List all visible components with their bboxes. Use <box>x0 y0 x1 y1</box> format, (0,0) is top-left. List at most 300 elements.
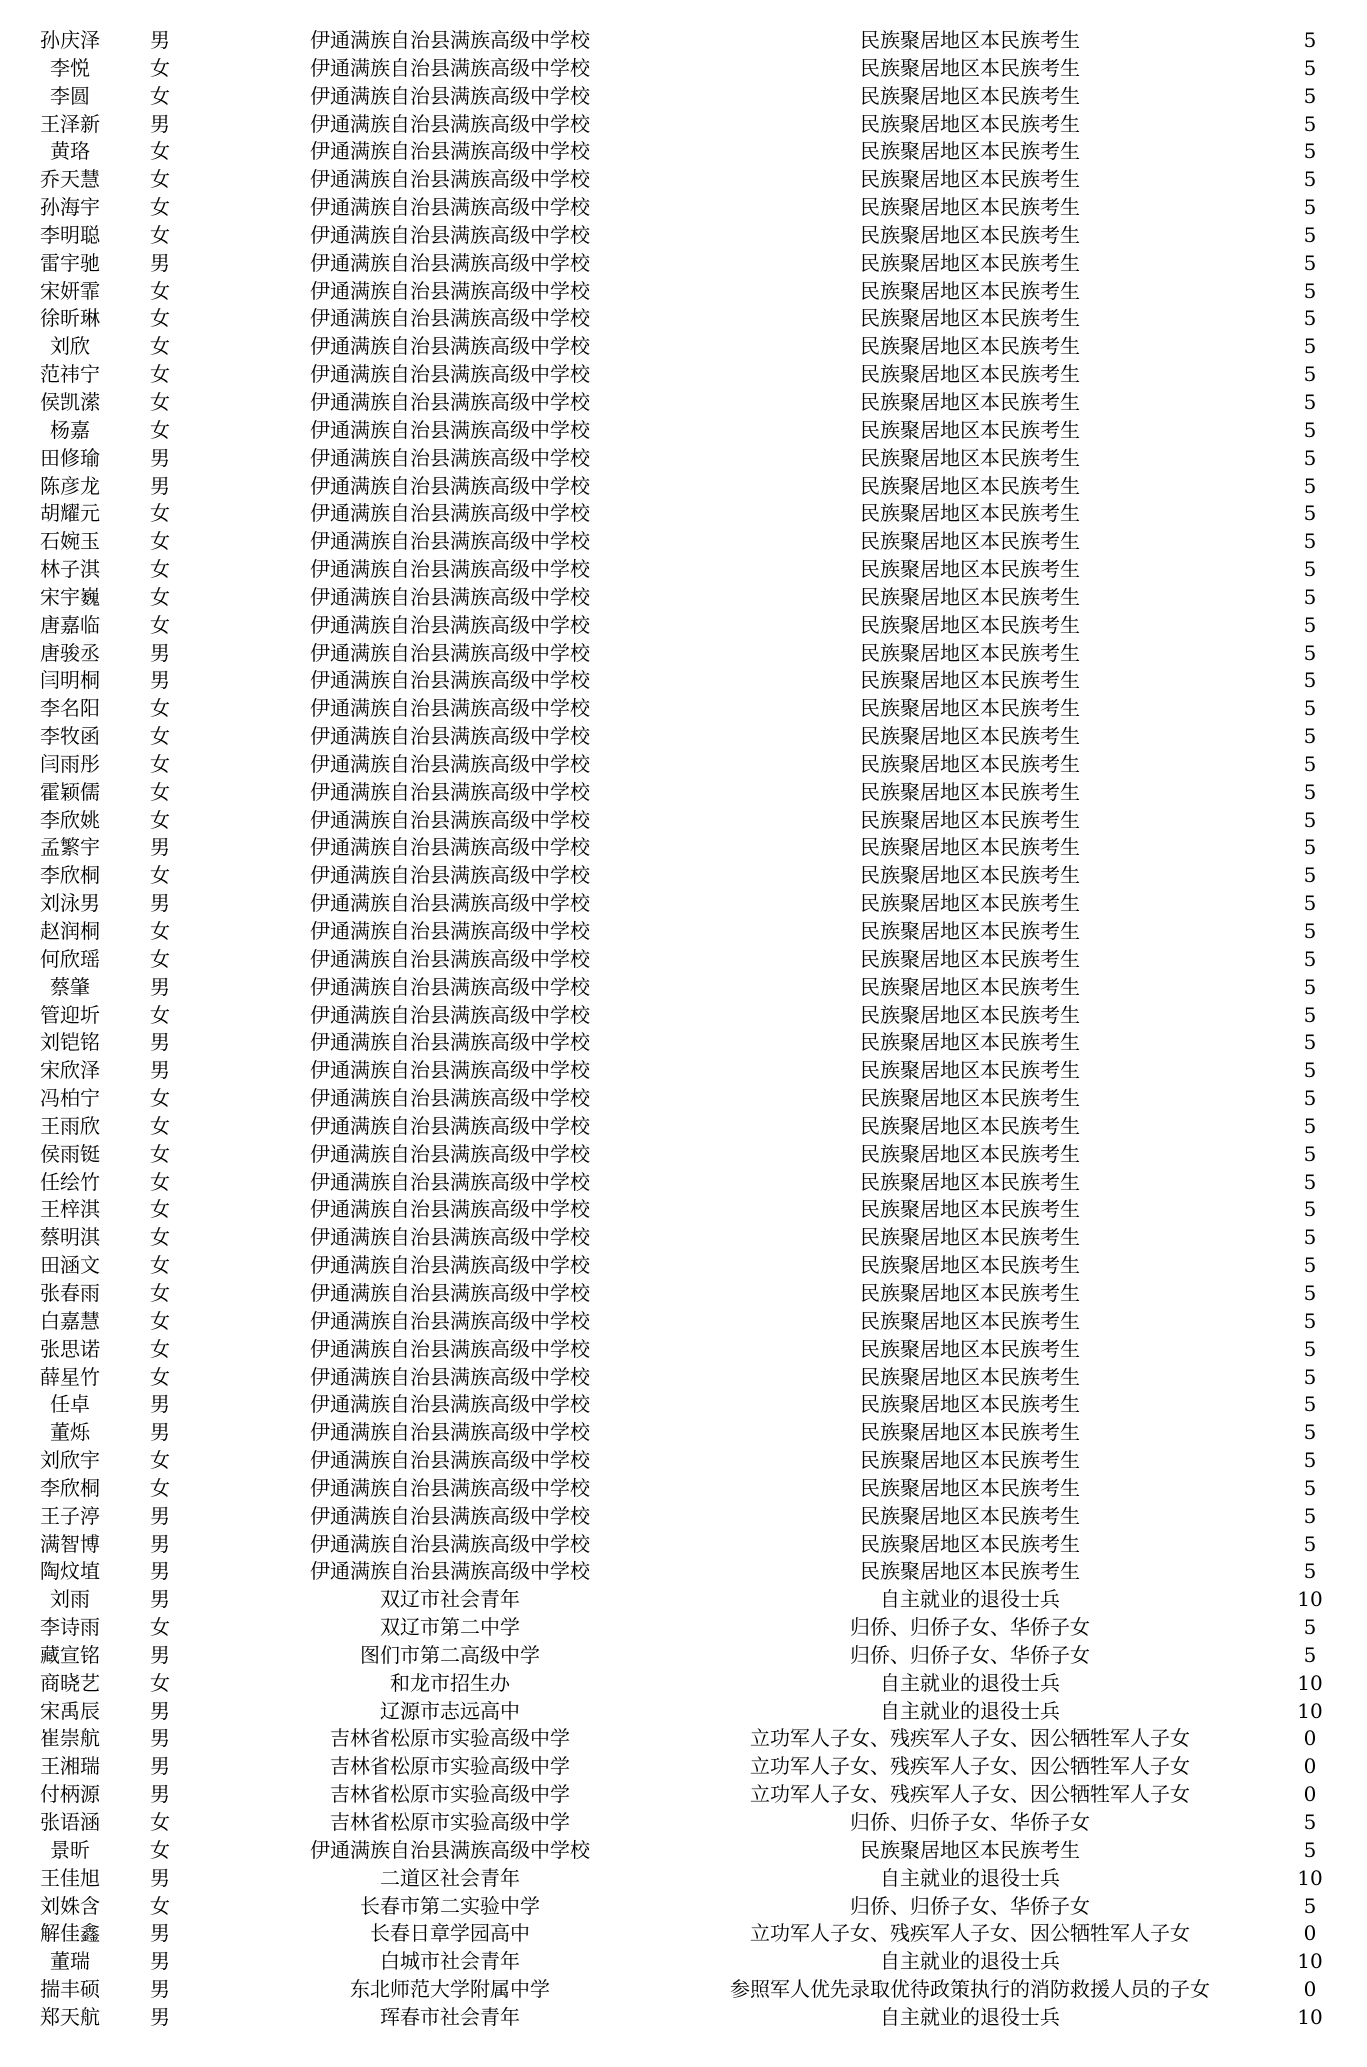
table-row <box>0 1141 1367 1169</box>
cell-category: 民族聚居地区本民族考生 <box>860 668 1080 693</box>
cell-school: 伊通满族自治县满族高级中学校 <box>310 835 590 860</box>
cell-gender: 女 <box>150 1837 170 1862</box>
cell-name: 崔崇航 <box>40 1726 100 1751</box>
table-row <box>0 361 1367 389</box>
cell-name: 侯雨铤 <box>40 1141 100 1166</box>
cell-school: 吉林省松原市实验高级中学 <box>330 1754 570 1779</box>
cell-category: 民族聚居地区本民族考生 <box>860 946 1080 971</box>
cell-points: 5 <box>1303 668 1317 693</box>
cell-category: 民族聚居地区本民族考生 <box>860 222 1080 247</box>
table-row <box>0 1976 1367 2004</box>
cell-gender: 女 <box>150 501 170 526</box>
table-row <box>0 445 1367 473</box>
cell-name: 李明聪 <box>40 222 100 247</box>
cell-school: 伊通满族自治县满族高级中学校 <box>310 1113 590 1138</box>
cell-name: 宋妍霏 <box>40 278 100 303</box>
table-row <box>0 83 1367 111</box>
cell-school: 伊通满族自治县满族高级中学校 <box>310 919 590 943</box>
cell-name: 唐骏丞 <box>40 640 100 665</box>
cell-category: 民族聚居地区本民族考生 <box>860 1225 1080 1250</box>
table-row <box>0 389 1367 417</box>
cell-name: 白嘉慧 <box>40 1308 100 1333</box>
table-row <box>0 1057 1367 1085</box>
cell-gender: 女 <box>150 1615 170 1640</box>
cell-points: 5 <box>1303 1280 1317 1305</box>
cell-gender: 女 <box>150 278 170 303</box>
cell-points: 5 <box>1303 1030 1317 1055</box>
table-row <box>0 1029 1367 1057</box>
cell-name: 董瑞 <box>50 1949 90 1974</box>
cell-points: 5 <box>1303 1141 1317 1166</box>
cell-gender: 男 <box>150 640 170 665</box>
cell-points: 5 <box>1303 1615 1317 1640</box>
cell-gender: 女 <box>150 1893 170 1918</box>
cell-points: 5 <box>1303 557 1317 582</box>
cell-name: 刘姝含 <box>40 1893 100 1918</box>
cell-category: 归侨、归侨子女、华侨子女 <box>850 1893 1090 1918</box>
cell-school: 伊通满族自治县满族高级中学校 <box>310 1225 590 1250</box>
cell-name: 乔天慧 <box>40 167 100 192</box>
cell-name: 任卓 <box>50 1392 90 1417</box>
cell-school: 吉林省松原市实验高级中学 <box>330 1810 570 1834</box>
table-row <box>0 640 1367 668</box>
cell-category: 民族聚居地区本民族考生 <box>860 1531 1080 1556</box>
cell-school: 辽源市志远高中 <box>380 1698 520 1723</box>
cell-school: 伊通满族自治县满族高级中学校 <box>310 362 590 387</box>
cell-category: 民族聚居地区本民族考生 <box>860 250 1080 275</box>
cell-points: 5 <box>1303 1448 1317 1473</box>
cell-gender: 女 <box>150 863 170 888</box>
table-row <box>0 695 1367 723</box>
cell-name: 王梓淇 <box>40 1197 100 1222</box>
cell-category: 民族聚居地区本民族考生 <box>860 751 1080 776</box>
cell-school: 伊通满族自治县满族高级中学校 <box>310 334 590 359</box>
table-row <box>0 278 1367 306</box>
cell-points: 5 <box>1303 1308 1317 1333</box>
cell-name: 商晓艺 <box>40 1670 100 1695</box>
cell-name: 林子淇 <box>40 557 100 582</box>
cell-category: 民族聚居地区本民族考生 <box>860 389 1080 414</box>
cell-school: 伊通满族自治县满族高级中学校 <box>310 1253 590 1278</box>
cell-name: 赵润桐 <box>40 919 100 943</box>
cell-school: 伊通满族自治县满族高级中学校 <box>310 417 590 442</box>
cell-gender: 女 <box>150 584 170 609</box>
cell-school: 伊通满族自治县满族高级中学校 <box>310 1420 590 1445</box>
cell-school: 伊通满族自治县满族高级中学校 <box>310 222 590 247</box>
cell-points: 5 <box>1303 389 1317 414</box>
cell-school: 伊通满族自治县满族高级中学校 <box>310 1169 590 1194</box>
cell-gender: 男 <box>150 1977 170 2002</box>
cell-gender: 男 <box>150 974 170 999</box>
cell-points: 5 <box>1303 1253 1317 1278</box>
cell-points: 5 <box>1303 1225 1317 1250</box>
table-row <box>0 1224 1367 1252</box>
cell-points: 5 <box>1303 1364 1317 1389</box>
cell-category: 民族聚居地区本民族考生 <box>860 1837 1080 1862</box>
cell-school: 伊通满族自治县满族高级中学校 <box>310 779 590 804</box>
cell-category: 民族聚居地区本民族考生 <box>860 724 1080 749</box>
cell-school: 伊通满族自治县满族高级中学校 <box>310 584 590 609</box>
cell-category: 立功军人子女、残疾军人子女、因公牺牲军人子女 <box>750 1754 1190 1779</box>
table-row <box>0 333 1367 361</box>
cell-points: 5 <box>1303 167 1317 192</box>
cell-category: 民族聚居地区本民族考生 <box>860 1197 1080 1222</box>
cell-category: 立功军人子女、残疾军人子女、因公牺牲军人子女 <box>750 1921 1190 1946</box>
cell-gender: 男 <box>150 1921 170 1946</box>
table-row <box>0 1419 1367 1447</box>
cell-gender: 女 <box>150 1670 170 1695</box>
cell-points: 5 <box>1303 417 1317 442</box>
cell-school: 伊通满族自治县满族高级中学校 <box>310 751 590 776</box>
table-row <box>0 473 1367 501</box>
cell-points: 5 <box>1303 946 1317 971</box>
cell-gender: 女 <box>150 1336 170 1361</box>
cell-name: 王佳旭 <box>40 1865 100 1890</box>
cell-name: 解佳鑫 <box>40 1921 100 1946</box>
cell-name: 刘欣 <box>50 334 90 359</box>
cell-school: 伊通满族自治县满族高级中学校 <box>310 55 590 80</box>
cell-school: 长春日章学园高中 <box>370 1921 530 1946</box>
cell-points: 0 <box>1303 1921 1317 1946</box>
cell-points: 5 <box>1303 195 1317 220</box>
cell-name: 董烁 <box>50 1420 90 1445</box>
table-row <box>0 1503 1367 1531</box>
cell-name: 李诗雨 <box>40 1615 100 1640</box>
cell-school: 和龙市招生办 <box>390 1670 510 1695</box>
table-row <box>0 1280 1367 1308</box>
cell-points: 5 <box>1303 222 1317 247</box>
cell-category: 民族聚居地区本民族考生 <box>860 1364 1080 1389</box>
cell-name: 王雨欣 <box>40 1113 100 1138</box>
cell-points: 5 <box>1303 807 1317 832</box>
cell-name: 何欣瑶 <box>40 946 100 971</box>
cell-school: 伊通满族自治县满族高级中学校 <box>310 111 590 136</box>
table-row <box>0 528 1367 556</box>
table-row <box>0 1865 1367 1893</box>
cell-name: 宋禹辰 <box>40 1698 100 1723</box>
cell-points: 5 <box>1303 919 1317 943</box>
cell-gender: 女 <box>150 1141 170 1166</box>
cell-points: 10 <box>1297 1865 1323 1890</box>
table-row <box>0 834 1367 862</box>
cell-name: 李欣桐 <box>40 1475 100 1500</box>
cell-gender: 女 <box>150 1002 170 1027</box>
cell-gender: 女 <box>150 167 170 192</box>
table-row <box>0 612 1367 640</box>
cell-name: 侯凯潆 <box>40 389 100 414</box>
cell-school: 伊通满族自治县满族高级中学校 <box>310 1086 590 1111</box>
cell-gender: 男 <box>150 1726 170 1751</box>
cell-name: 张春雨 <box>40 1280 100 1305</box>
cell-name: 石婉玉 <box>40 529 100 554</box>
table-row <box>0 1614 1367 1642</box>
table-row <box>0 1336 1367 1364</box>
cell-category: 民族聚居地区本民族考生 <box>860 1113 1080 1138</box>
cell-gender: 男 <box>150 111 170 136</box>
cell-points: 5 <box>1303 83 1317 108</box>
cell-points: 5 <box>1303 1420 1317 1445</box>
cell-category: 民族聚居地区本民族考生 <box>860 1308 1080 1333</box>
cell-school: 伊通满族自治县满族高级中学校 <box>310 1002 590 1027</box>
cell-gender: 男 <box>150 1058 170 1083</box>
table-row <box>0 1252 1367 1280</box>
cell-school: 二道区社会青年 <box>380 1865 520 1890</box>
cell-school: 东北师范大学附属中学 <box>350 1977 550 2002</box>
cell-name: 王湘瑞 <box>40 1754 100 1779</box>
cell-school: 长春市第二实验中学 <box>360 1893 540 1918</box>
cell-school: 伊通满族自治县满族高级中学校 <box>310 1531 590 1556</box>
cell-gender: 男 <box>150 1531 170 1556</box>
table-row <box>0 55 1367 83</box>
cell-points: 5 <box>1303 1336 1317 1361</box>
table-row <box>0 166 1367 194</box>
cell-school: 伊通满族自治县满族高级中学校 <box>310 1503 590 1528</box>
cell-points: 5 <box>1303 1893 1317 1918</box>
table-row <box>0 918 1367 946</box>
cell-category: 民族聚居地区本民族考生 <box>860 1475 1080 1500</box>
cell-school: 伊通满族自治县满族高级中学校 <box>310 557 590 582</box>
cell-category: 民族聚居地区本民族考生 <box>860 919 1080 943</box>
table-row <box>0 1558 1367 1586</box>
cell-school: 伊通满族自治县满族高级中学校 <box>310 668 590 693</box>
cell-points: 5 <box>1303 1169 1317 1194</box>
table-row <box>0 1475 1367 1503</box>
cell-name: 唐嘉临 <box>40 612 100 637</box>
cell-gender: 男 <box>150 1392 170 1417</box>
table-row <box>0 1364 1367 1392</box>
cell-name: 任绘竹 <box>40 1169 100 1194</box>
cell-gender: 男 <box>150 1949 170 1974</box>
cell-school: 吉林省松原市实验高级中学 <box>330 1726 570 1751</box>
table-row <box>0 723 1367 751</box>
cell-category: 自主就业的退役士兵 <box>880 1949 1060 1974</box>
cell-name: 景昕 <box>50 1837 90 1862</box>
cell-category: 民族聚居地区本民族考生 <box>860 111 1080 136</box>
cell-gender: 女 <box>150 1364 170 1389</box>
cell-category: 归侨、归侨子女、华侨子女 <box>850 1810 1090 1834</box>
cell-gender: 女 <box>150 1113 170 1138</box>
cell-name: 闫雨彤 <box>40 751 100 776</box>
cell-gender: 男 <box>150 1865 170 1890</box>
cell-points: 10 <box>1297 2004 1323 2029</box>
cell-school: 双辽市社会青年 <box>380 1587 520 1612</box>
cell-school: 伊通满族自治县满族高级中学校 <box>310 83 590 108</box>
cell-name: 王泽新 <box>40 111 100 136</box>
cell-gender: 男 <box>150 1782 170 1807</box>
cell-gender: 女 <box>150 195 170 220</box>
table-row <box>0 138 1367 166</box>
cell-gender: 男 <box>150 891 170 916</box>
cell-gender: 女 <box>150 1197 170 1222</box>
cell-gender: 女 <box>150 222 170 247</box>
cell-category: 民族聚居地区本民族考生 <box>860 1058 1080 1083</box>
cell-category: 民族聚居地区本民族考生 <box>860 55 1080 80</box>
cell-school: 伊通满族自治县满族高级中学校 <box>310 28 590 52</box>
table-row <box>0 807 1367 835</box>
table-row <box>0 1920 1367 1948</box>
table-row <box>0 584 1367 612</box>
table-row <box>0 1809 1367 1837</box>
cell-points: 5 <box>1303 1810 1317 1834</box>
cell-category: 民族聚居地区本民族考生 <box>860 1253 1080 1278</box>
cell-name: 雷宇驰 <box>40 250 100 275</box>
cell-gender: 女 <box>150 807 170 832</box>
cell-school: 伊通满族自治县满族高级中学校 <box>310 473 590 498</box>
cell-category: 民族聚居地区本民族考生 <box>860 640 1080 665</box>
cell-school: 双辽市第二中学 <box>380 1615 520 1640</box>
cell-points: 5 <box>1303 1642 1317 1667</box>
cell-category: 民族聚居地区本民族考生 <box>860 557 1080 582</box>
cell-name: 李悦 <box>50 55 90 80</box>
cell-points: 5 <box>1303 111 1317 136</box>
cell-category: 民族聚居地区本民族考生 <box>860 139 1080 164</box>
cell-name: 郑天航 <box>40 2004 100 2029</box>
cell-points: 5 <box>1303 724 1317 749</box>
table-row <box>0 1531 1367 1559</box>
cell-gender: 女 <box>150 1253 170 1278</box>
cell-points: 5 <box>1303 640 1317 665</box>
cell-points: 0 <box>1303 1726 1317 1751</box>
cell-points: 5 <box>1303 1197 1317 1222</box>
cell-gender: 女 <box>150 362 170 387</box>
cell-school: 伊通满族自治县满族高级中学校 <box>310 1837 590 1862</box>
table-row <box>0 194 1367 222</box>
table-row <box>0 111 1367 139</box>
cell-school: 伊通满族自治县满族高级中学校 <box>310 389 590 414</box>
cell-gender: 女 <box>150 779 170 804</box>
table-row <box>0 862 1367 890</box>
cell-category: 民族聚居地区本民族考生 <box>860 1559 1080 1584</box>
cell-points: 5 <box>1303 1503 1317 1528</box>
cell-category: 参照军人优先录取优待政策执行的消防救援人员的子女 <box>730 1977 1210 2002</box>
cell-category: 民族聚居地区本民族考生 <box>860 807 1080 832</box>
cell-category: 民族聚居地区本民族考生 <box>860 1086 1080 1111</box>
cell-points: 5 <box>1303 751 1317 776</box>
cell-school: 图们市第二高级中学 <box>360 1642 540 1667</box>
cell-category: 民族聚居地区本民族考生 <box>860 584 1080 609</box>
table-row <box>0 1948 1367 1976</box>
cell-points: 5 <box>1303 1002 1317 1027</box>
cell-points: 5 <box>1303 1086 1317 1111</box>
cell-category: 民族聚居地区本民族考生 <box>860 1392 1080 1417</box>
cell-points: 5 <box>1303 1113 1317 1138</box>
cell-category: 立功军人子女、残疾军人子女、因公牺牲军人子女 <box>750 1782 1190 1807</box>
cell-name: 霍颖儒 <box>40 779 100 804</box>
cell-name: 胡耀元 <box>40 501 100 526</box>
cell-category: 民族聚居地区本民族考生 <box>860 417 1080 442</box>
cell-category: 民族聚居地区本民族考生 <box>860 863 1080 888</box>
cell-school: 伊通满族自治县满族高级中学校 <box>310 139 590 164</box>
cell-gender: 男 <box>150 1754 170 1779</box>
cell-name: 宋欣泽 <box>40 1058 100 1083</box>
cell-name: 李牧函 <box>40 724 100 749</box>
table-row <box>0 305 1367 333</box>
table-row <box>0 1586 1367 1614</box>
cell-category: 自主就业的退役士兵 <box>880 1865 1060 1890</box>
cell-name: 徐昕琳 <box>40 306 100 331</box>
cell-category: 民族聚居地区本民族考生 <box>860 362 1080 387</box>
cell-name: 蔡明淇 <box>40 1225 100 1250</box>
cell-points: 10 <box>1297 1670 1323 1695</box>
cell-category: 归侨、归侨子女、华侨子女 <box>850 1642 1090 1667</box>
cell-category: 自主就业的退役士兵 <box>880 2004 1060 2029</box>
table-row <box>0 1113 1367 1141</box>
cell-gender: 男 <box>150 1587 170 1612</box>
cell-points: 5 <box>1303 779 1317 804</box>
cell-points: 5 <box>1303 55 1317 80</box>
cell-name: 付柄源 <box>40 1782 100 1807</box>
cell-school: 伊通满族自治县满族高级中学校 <box>310 1030 590 1055</box>
cell-gender: 男 <box>150 1503 170 1528</box>
cell-gender: 女 <box>150 919 170 943</box>
table-row <box>0 1698 1367 1726</box>
cell-school: 伊通满族自治县满族高级中学校 <box>310 891 590 916</box>
cell-gender: 女 <box>150 1475 170 1500</box>
cell-name: 蔡肇 <box>50 974 90 999</box>
cell-name: 王子渟 <box>40 1503 100 1528</box>
cell-category: 民族聚居地区本民族考生 <box>860 278 1080 303</box>
cell-school: 伊通满族自治县满族高级中学校 <box>310 974 590 999</box>
cell-points: 5 <box>1303 584 1317 609</box>
cell-points: 5 <box>1303 250 1317 275</box>
cell-school: 伊通满族自治县满族高级中学校 <box>310 1197 590 1222</box>
cell-name: 孙庆泽 <box>40 28 100 52</box>
cell-points: 5 <box>1303 473 1317 498</box>
cell-school: 伊通满族自治县满族高级中学校 <box>310 1364 590 1389</box>
cell-category: 民族聚居地区本民族考生 <box>860 891 1080 916</box>
cell-category: 民族聚居地区本民族考生 <box>860 83 1080 108</box>
cell-category: 民族聚居地区本民族考生 <box>860 835 1080 860</box>
table-row <box>0 222 1367 250</box>
cell-category: 民族聚居地区本民族考生 <box>860 306 1080 331</box>
cell-category: 民族聚居地区本民族考生 <box>860 1169 1080 1194</box>
cell-gender: 女 <box>150 417 170 442</box>
cell-name: 冯柏宁 <box>40 1086 100 1111</box>
cell-gender: 男 <box>150 28 170 52</box>
cell-category: 民族聚居地区本民族考生 <box>860 28 1080 52</box>
cell-category: 民族聚居地区本民族考生 <box>860 334 1080 359</box>
cell-gender: 女 <box>150 306 170 331</box>
cell-points: 10 <box>1297 1949 1323 1974</box>
cell-gender: 男 <box>150 1559 170 1584</box>
cell-school: 伊通满族自治县满族高级中学校 <box>310 946 590 971</box>
cell-name: 揣丰硕 <box>40 1977 100 2002</box>
cell-school: 伊通满族自治县满族高级中学校 <box>310 195 590 220</box>
table-row <box>0 974 1367 1002</box>
cell-gender: 女 <box>150 1810 170 1834</box>
cell-name: 李名阳 <box>40 696 100 721</box>
cell-category: 民族聚居地区本民族考生 <box>860 1336 1080 1361</box>
table-row <box>0 946 1367 974</box>
cell-school: 伊通满族自治县满族高级中学校 <box>310 1058 590 1083</box>
cell-points: 5 <box>1303 529 1317 554</box>
cell-name: 张语涵 <box>40 1810 100 1834</box>
cell-school: 伊通满族自治县满族高级中学校 <box>310 278 590 303</box>
table-row <box>0 1642 1367 1670</box>
cell-gender: 男 <box>150 1030 170 1055</box>
table-row <box>0 1893 1367 1921</box>
cell-points: 5 <box>1303 1475 1317 1500</box>
cell-school: 伊通满族自治县满族高级中学校 <box>310 612 590 637</box>
cell-gender: 女 <box>150 1086 170 1111</box>
cell-school: 伊通满族自治县满族高级中学校 <box>310 167 590 192</box>
cell-school: 伊通满族自治县满族高级中学校 <box>310 250 590 275</box>
cell-gender: 女 <box>150 557 170 582</box>
table-row <box>0 751 1367 779</box>
cell-school: 伊通满族自治县满族高级中学校 <box>310 1392 590 1417</box>
cell-points: 5 <box>1303 445 1317 470</box>
table-row <box>0 2004 1367 2032</box>
